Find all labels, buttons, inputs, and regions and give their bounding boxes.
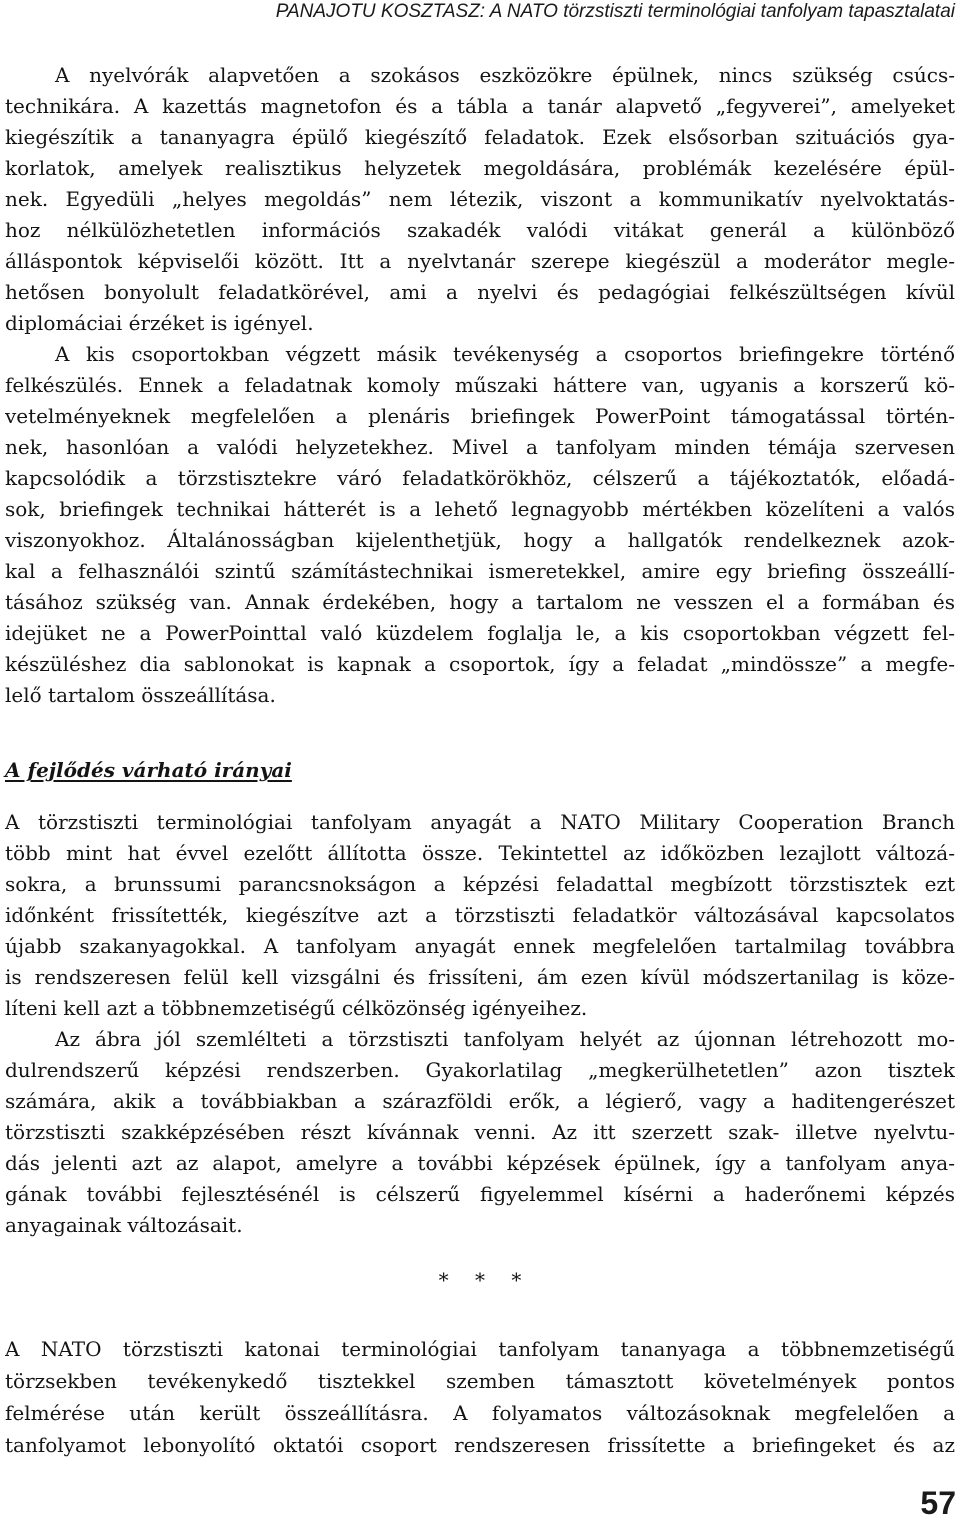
text-line: álláspontok képviselői között. Itt a nyelvtanár szerepe kiegészül a moderátor megle- [5, 249, 955, 273]
page-number: 57 [920, 1485, 956, 1521]
text-line: sok, briefingek technikai hátterét is a lehető legnagyobb mértékben közelíteni a valós [5, 497, 955, 521]
text-line: viszonyokhoz. Általánosságban kijelenthetjük, hogy a hallgatók rendelkeznek azok- [5, 528, 955, 552]
text-line: számára, akik a továbbiakban a szárazföldi erők, a légierő, vagy a haditengerészet [5, 1089, 955, 1113]
text-line: nek. Egyedüli „helyes megoldás” nem létezik, viszont a kommunikatív nyelvoktatás- [5, 187, 955, 211]
text-line: kiegészítik a tananyagra épülő kiegészítő feladatok. Ezek elsősorban szituációs gya- [5, 125, 955, 149]
text-line: újabb szakanyagokkal. A tanfolyam anyagát ennek megfelelően tartalmilag továbbra [5, 934, 955, 958]
text-line: Az ábra jól szemlélteti a törzstiszti tanfolyam helyét az újonnan létrehozott mo- [55, 1027, 955, 1051]
text-line: A kis csoportokban végzett másik tevékenység a csoportos briefingekre történő [55, 342, 955, 366]
text-line: hoz nélkülözhetetlen információs szakadék valódi vitákat generál a különböző [5, 218, 955, 242]
text-line: időnként frissítették, kiegészítve azt a törzstiszti feladatkör változásával kapcsolatos [5, 903, 955, 927]
text-line: felmérése után került összeállításra. A folyamatos változásoknak megfelelően a [5, 1401, 955, 1425]
text-line: diplomáciai érzéket is igényel. [5, 311, 314, 335]
text-line: technikára. A kazettás magnetofon és a tábla a tanár alapvető „fegyverei”, amelyeket [5, 94, 955, 118]
text-line: készüléshez dia sablonokat is kapnak a csoportok, így a feladat „mindössze” a megfe- [5, 652, 955, 676]
text-line: vetelményeknek megfelelően a plenáris briefingek PowerPoint támogatással történ- [5, 404, 955, 428]
text-line: is rendszeresen felül kell vizsgálni és frissíteni, ám ezen kívül módszertanilag is köze- [5, 965, 955, 989]
text-line: idejüket ne a PowerPointtal való küzdelem foglalja le, a kis csoportokban végzett fel- [5, 621, 955, 645]
text-line: nek, hasonlóan a valódi helyzetekhez. Mivel a tanfolyam minden témája szervesen [5, 435, 955, 459]
paragraph [5, 807, 955, 1024]
text-line: törzsekben tevékenykedő tisztekkel szemben támasztott követelmények pontos [5, 1369, 955, 1393]
text-line: lelő tartalom összeállítása. [5, 683, 276, 707]
text-line: kapcsolódik a törzstisztekre váró feladatkörökhöz, célszerű a tájékoztatók, előadá- [5, 466, 955, 490]
section-heading: A fejlődés várható irányai [5, 758, 292, 782]
text-line: sokra, a brunssumi parancsnokságon a képzési feladattal megbízott törzstisztek ezt [5, 872, 955, 896]
text-line: kal a felhasználói szintű számítástechnikai ismeretekkel, amire egy briefing összeállí- [5, 559, 955, 583]
text-line: tanfolyamot lebonyolító oktatói csoport rendszeresen frissítette a briefingeket és az [5, 1433, 955, 1457]
text-line: gának további fejlesztésénél is célszerű figyelemmel kísérni a haderőnemi képzés [5, 1182, 955, 1206]
paragraph [5, 1333, 955, 1461]
text-line: korlatok, amelyek realisztikus helyzetek megoldására, problémák kezelésére épül- [5, 156, 955, 180]
running-header: PANAJOTU KOSZTASZ: A NATO törzstiszti terminológiai tanfolyam tapasztalatai [275, 1, 955, 22]
text-line: több mint hat évvel ezelőtt állította össze. Tekintettel az időközben lezajlott változá- [5, 841, 955, 865]
text-line: líteni kell azt a többnemzetiségű célközönség igényeihez. [5, 996, 588, 1020]
text-line: dás jelenti azt az alapot, amelyre a további képzések épülnek, így a tanfolyam anya- [5, 1151, 955, 1175]
text-line: felkészülés. Ennek a feladatnak komoly műszaki háttere van, ugyanis a korszerű kö- [5, 373, 955, 397]
paragraph [5, 60, 955, 339]
section-separator: * * * [438, 1268, 522, 1292]
text-line: tásához szükség van. Annak érdekében, hogy a tartalom ne vesszen el a formában és [5, 590, 955, 614]
text-line: A törzstiszti terminológiai tanfolyam anyagát a NATO Military Cooperation Branch [5, 810, 955, 834]
text-line: anyagainak változásait. [5, 1213, 243, 1237]
text-line: hetősen bonyolult feladatkörével, ami a nyelvi és pedagógiai felkészültségen kívül [5, 280, 955, 304]
text-line: dulrendszerű képzési rendszerben. Gyakorlatilag „megkerülhetetlen” azon tisztek [5, 1058, 955, 1082]
paragraph [5, 339, 955, 711]
text-line: A NATO törzstiszti katonai terminológiai tanfolyam tananyaga a többnemzetiségű [5, 1337, 955, 1361]
paragraph [5, 1024, 955, 1241]
text-line: A nyelvórák alapvetően a szokásos eszközökre épülnek, nincs szükség csúcs- [55, 63, 955, 87]
text-line: törzstiszti szakképzésében részt kívánnak venni. Az itt szerzett szak- illetve nyelvtu- [5, 1120, 955, 1144]
